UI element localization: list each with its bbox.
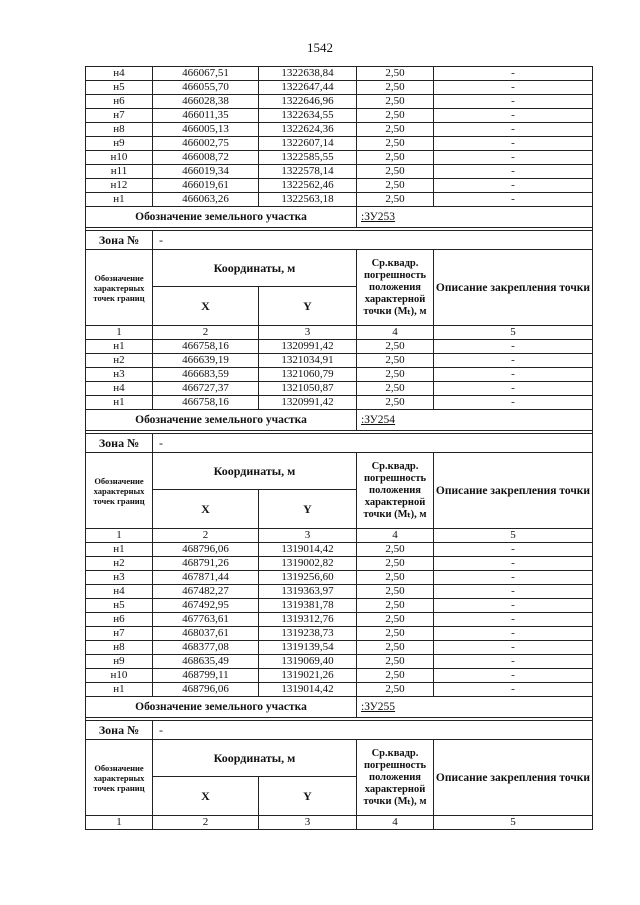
- error-value: 2,50: [357, 683, 434, 697]
- description-value: -: [434, 193, 593, 207]
- x-column-header: X: [153, 777, 259, 816]
- error-value: 2,50: [357, 340, 434, 354]
- column-number: 4: [357, 816, 434, 830]
- point-id: н4: [86, 67, 153, 81]
- point-id: н6: [86, 613, 153, 627]
- coord-y: 1319014,42: [259, 543, 357, 557]
- error-value: 2,50: [357, 613, 434, 627]
- zone-value: -: [153, 231, 593, 250]
- coord-x: 466019,34: [153, 165, 259, 179]
- coord-y: 1320991,42: [259, 396, 357, 410]
- table-row: [86, 585, 593, 599]
- column-number: 4: [357, 529, 434, 543]
- zone-row: [86, 434, 593, 453]
- coord-y: 1319021,26: [259, 669, 357, 683]
- coord-y: 1322563,18: [259, 193, 357, 207]
- description-value: -: [434, 627, 593, 641]
- error-value: 2,50: [357, 67, 434, 81]
- description-value: -: [434, 67, 593, 81]
- point-id: н3: [86, 368, 153, 382]
- coord-y: 1322624,36: [259, 123, 357, 137]
- description-value: -: [434, 165, 593, 179]
- coord-y: 1319139,54: [259, 641, 357, 655]
- coord-x: 468799,11: [153, 669, 259, 683]
- point-id: н10: [86, 151, 153, 165]
- error-value: 2,50: [357, 669, 434, 683]
- table-row: [86, 557, 593, 571]
- parcel-designation: :ЗУ254: [357, 410, 593, 431]
- description-value: -: [434, 123, 593, 137]
- table-row: [86, 354, 593, 368]
- description-value: -: [434, 109, 593, 123]
- description-value: -: [434, 396, 593, 410]
- table-header: [86, 740, 593, 777]
- description-value: -: [434, 382, 593, 396]
- coord-x: 466067,51: [153, 67, 259, 81]
- coord-x: 468796,06: [153, 543, 259, 557]
- coord-y: 1319381,78: [259, 599, 357, 613]
- coord-y: 1319256,60: [259, 571, 357, 585]
- error-value: 2,50: [357, 81, 434, 95]
- parcel-title: Обозначение земельного участка: [86, 207, 357, 228]
- coord-y: 1319312,76: [259, 613, 357, 627]
- error-value: 2,50: [357, 543, 434, 557]
- parcel-designation: :ЗУ255: [357, 697, 593, 718]
- coord-y: 1321060,79: [259, 368, 357, 382]
- error-value: 2,50: [357, 599, 434, 613]
- coord-x: 467482,27: [153, 585, 259, 599]
- point-id: н6: [86, 95, 153, 109]
- error-column-header: Ср.квадр. погрешность положения характерной точки (Mₜ), м: [357, 740, 434, 816]
- table-row: [86, 137, 593, 151]
- parcel-label-row: [86, 207, 593, 228]
- coord-y: 1319069,40: [259, 655, 357, 669]
- error-value: 2,50: [357, 354, 434, 368]
- description-value: -: [434, 599, 593, 613]
- error-value: 2,50: [357, 396, 434, 410]
- column-number: 1: [86, 529, 153, 543]
- error-value: 2,50: [357, 571, 434, 585]
- table-row: [86, 599, 593, 613]
- coord-x: 466005,13: [153, 123, 259, 137]
- coord-y: 1322562,46: [259, 179, 357, 193]
- error-value: 2,50: [357, 382, 434, 396]
- error-value: 2,50: [357, 179, 434, 193]
- coord-y: 1322638,84: [259, 67, 357, 81]
- coordinates-table: [85, 66, 593, 830]
- coord-x: 466758,16: [153, 340, 259, 354]
- point-id: н9: [86, 655, 153, 669]
- description-value: -: [434, 95, 593, 109]
- column-numbers-row: [86, 816, 593, 830]
- error-value: 2,50: [357, 95, 434, 109]
- description-value: -: [434, 655, 593, 669]
- error-value: 2,50: [357, 151, 434, 165]
- coord-x: 466758,16: [153, 396, 259, 410]
- column-number: 1: [86, 326, 153, 340]
- column-number: 3: [259, 816, 357, 830]
- error-value: 2,50: [357, 627, 434, 641]
- point-id: н2: [86, 557, 153, 571]
- table-row: [86, 165, 593, 179]
- point-column-header: Обозначение характерных точек границ: [86, 250, 153, 326]
- point-id: н1: [86, 340, 153, 354]
- table-row: [86, 179, 593, 193]
- table-header: [86, 250, 593, 287]
- table-row: [86, 67, 593, 81]
- table-row: [86, 396, 593, 410]
- description-value: -: [434, 179, 593, 193]
- description-value: -: [434, 137, 593, 151]
- table-row: [86, 669, 593, 683]
- error-value: 2,50: [357, 557, 434, 571]
- column-number: 2: [153, 326, 259, 340]
- table-row: [86, 123, 593, 137]
- point-id: н8: [86, 641, 153, 655]
- column-number: 4: [357, 326, 434, 340]
- coord-y: 1322634,55: [259, 109, 357, 123]
- description-value: -: [434, 151, 593, 165]
- description-value: -: [434, 543, 593, 557]
- point-id: н2: [86, 354, 153, 368]
- description-column-header: Описание закрепления точки: [434, 740, 593, 816]
- coord-x: 467763,61: [153, 613, 259, 627]
- description-value: -: [434, 669, 593, 683]
- description-value: -: [434, 557, 593, 571]
- point-id: н5: [86, 81, 153, 95]
- point-id: н7: [86, 627, 153, 641]
- point-id: н1: [86, 193, 153, 207]
- point-id: н1: [86, 543, 153, 557]
- error-column-header: Ср.квадр. погрешность положения характерной точки (Mₜ), м: [357, 250, 434, 326]
- error-value: 2,50: [357, 109, 434, 123]
- error-value: 2,50: [357, 193, 434, 207]
- point-id: н9: [86, 137, 153, 151]
- coord-x: 466011,35: [153, 109, 259, 123]
- error-column-header: Ср.квадр. погрешность положения характерной точки (Mₜ), м: [357, 453, 434, 529]
- description-value: -: [434, 340, 593, 354]
- coord-y: 1319363,97: [259, 585, 357, 599]
- point-id: н10: [86, 669, 153, 683]
- column-number: 5: [434, 529, 593, 543]
- x-column-header: X: [153, 490, 259, 529]
- table-row: [86, 109, 593, 123]
- coord-x: 467871,44: [153, 571, 259, 585]
- coord-x: 468037,61: [153, 627, 259, 641]
- column-number: 5: [434, 326, 593, 340]
- parcel-label-row: [86, 410, 593, 431]
- coord-x: 468791,26: [153, 557, 259, 571]
- column-number: 2: [153, 816, 259, 830]
- table-row: [86, 368, 593, 382]
- coordinates-header: Координаты, м: [153, 453, 357, 490]
- coordinates-sheet: [85, 66, 592, 830]
- table-row: [86, 81, 593, 95]
- table-row: [86, 641, 593, 655]
- table-row: [86, 340, 593, 354]
- point-column-header: Обозначение характерных точек границ: [86, 453, 153, 529]
- parcel-title: Обозначение земельного участка: [86, 697, 357, 718]
- column-number: 5: [434, 816, 593, 830]
- parcel-label-row: [86, 697, 593, 718]
- coord-x: 466002,75: [153, 137, 259, 151]
- table-row: [86, 95, 593, 109]
- point-column-header: Обозначение характерных точек границ: [86, 740, 153, 816]
- column-number: 1: [86, 816, 153, 830]
- error-value: 2,50: [357, 585, 434, 599]
- point-id: н5: [86, 599, 153, 613]
- coord-x: 466683,59: [153, 368, 259, 382]
- coord-y: 1322646,96: [259, 95, 357, 109]
- zone-row: [86, 231, 593, 250]
- error-value: 2,50: [357, 641, 434, 655]
- coord-x: 466008,72: [153, 151, 259, 165]
- column-numbers-row: [86, 529, 593, 543]
- page-number: 1542: [307, 40, 333, 55]
- coord-y: 1320991,42: [259, 340, 357, 354]
- parcel-designation: :ЗУ253: [357, 207, 593, 228]
- coord-x: 466055,70: [153, 81, 259, 95]
- table-row: [86, 382, 593, 396]
- x-column-header: X: [153, 287, 259, 326]
- y-column-header: Y: [259, 490, 357, 529]
- table-header: [86, 453, 593, 490]
- y-column-header: Y: [259, 777, 357, 816]
- zone-value: -: [153, 434, 593, 453]
- point-id: н1: [86, 683, 153, 697]
- coord-x: 466019,61: [153, 179, 259, 193]
- table-row: [86, 655, 593, 669]
- coord-y: 1322607,14: [259, 137, 357, 151]
- point-id: н12: [86, 179, 153, 193]
- error-value: 2,50: [357, 368, 434, 382]
- point-id: н1: [86, 396, 153, 410]
- point-id: н7: [86, 109, 153, 123]
- coord-x: 468796,06: [153, 683, 259, 697]
- coord-x: 466727,37: [153, 382, 259, 396]
- zone-label: Зона №: [86, 434, 153, 453]
- error-value: 2,50: [357, 137, 434, 151]
- table-row: [86, 193, 593, 207]
- table-row: [86, 627, 593, 641]
- zone-label: Зона №: [86, 231, 153, 250]
- point-id: н4: [86, 585, 153, 599]
- parcel-title: Обозначение земельного участка: [86, 410, 357, 431]
- point-id: н4: [86, 382, 153, 396]
- table-row: [86, 613, 593, 627]
- coord-x: 466639,19: [153, 354, 259, 368]
- coordinates-header: Координаты, м: [153, 740, 357, 777]
- coord-y: 1321050,87: [259, 382, 357, 396]
- coord-y: 1319014,42: [259, 683, 357, 697]
- zone-label: Зона №: [86, 721, 153, 740]
- description-value: -: [434, 81, 593, 95]
- column-number: 3: [259, 529, 357, 543]
- column-number: 3: [259, 326, 357, 340]
- coord-x: 466063,26: [153, 193, 259, 207]
- coord-y: 1319002,82: [259, 557, 357, 571]
- description-column-header: Описание закрепления точки: [434, 250, 593, 326]
- point-id: н8: [86, 123, 153, 137]
- point-id: н3: [86, 571, 153, 585]
- coord-x: 466028,38: [153, 95, 259, 109]
- coord-y: 1322585,55: [259, 151, 357, 165]
- coordinates-header: Координаты, м: [153, 250, 357, 287]
- coord-x: 468377,08: [153, 641, 259, 655]
- table-row: [86, 543, 593, 557]
- coord-y: 1322647,44: [259, 81, 357, 95]
- coord-y: 1321034,91: [259, 354, 357, 368]
- column-number: 2: [153, 529, 259, 543]
- error-value: 2,50: [357, 655, 434, 669]
- table-row: [86, 151, 593, 165]
- zone-value: -: [153, 721, 593, 740]
- description-value: -: [434, 354, 593, 368]
- description-value: -: [434, 571, 593, 585]
- error-value: 2,50: [357, 123, 434, 137]
- coord-y: 1322578,14: [259, 165, 357, 179]
- description-value: -: [434, 368, 593, 382]
- y-column-header: Y: [259, 287, 357, 326]
- coord-x: 468635,49: [153, 655, 259, 669]
- coord-x: 467492,95: [153, 599, 259, 613]
- point-id: н11: [86, 165, 153, 179]
- description-value: -: [434, 641, 593, 655]
- coord-y: 1319238,73: [259, 627, 357, 641]
- description-column-header: Описание закрепления точки: [434, 453, 593, 529]
- description-value: -: [434, 683, 593, 697]
- error-value: 2,50: [357, 165, 434, 179]
- description-value: -: [434, 613, 593, 627]
- zone-row: [86, 721, 593, 740]
- table-row: [86, 571, 593, 585]
- description-value: -: [434, 585, 593, 599]
- column-numbers-row: [86, 326, 593, 340]
- table-row: [86, 683, 593, 697]
